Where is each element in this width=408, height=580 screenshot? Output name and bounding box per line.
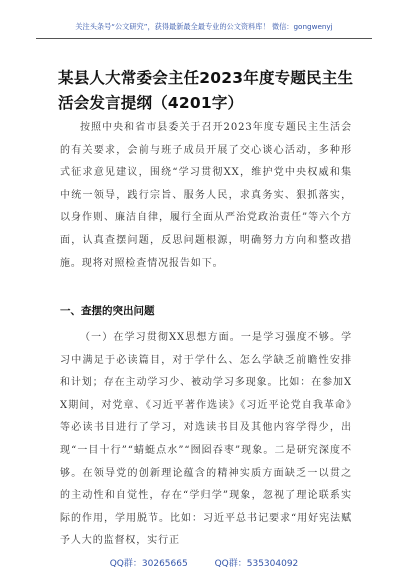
intro-paragraph: 按照中央和省市县委关于召开2023年度专题民主生活会的有关要求，会前与班子成员开展了交心谈心活动，多种形式征求意见建议，围绕“学习贯彻XX，维护党中央权威和集中统一领导，践行宗旨、服务人民，求真务实、狠抓落实，以身作则、廉洁自律，履行全面从严治党政治责任”等六个方面，认真查摆问题，反思问题根源，明确努力方向和整改措施。现将对照检查情况报告如下。 (60, 122, 352, 269)
document-title: 某县人大常委会主任2023年度专题民主生活会发言提纲（4201字） (58, 69, 354, 112)
header-banner: 关注头条号“公文研究”，获得最新最全最专业的公文资料库！ 微信：gongwenyj (75, 22, 333, 31)
section-heading: 一、查摆的突出问题 (60, 305, 155, 317)
footer (0, 556, 408, 569)
footer-qq-group-2: QQ群：535304092 (214, 559, 299, 569)
footer-qq-group-1: QQ群：30265665 (109, 559, 188, 569)
section-paragraph: （一）在学习贯彻XX思想方面。一是学习强度不够。学习中满足于必读篇目，对于学什么、怎么学缺乏前瞻性安排和计划；存在主动学习少、被动学习多现象。比如：在参加XX期间，对党章、《习近平著作选读》《习近平论党自我革命》等必读书目进行了学习，对选读书目及其他内容学得少，出现“一目十行”“蜻蜓点水”“囫囵吞枣”现象。二是研究深度不够。在领导党的创新理论蕴含的精神实质方面缺乏一以贯之的主动性和自觉性，存在“学归学”现象，忽视了理论联系实际的作用，学用脱节。比如：习近平总书记要求“用好宪法赋予人大的监督权，实行正 (60, 332, 352, 547)
header-divider (36, 38, 372, 39)
